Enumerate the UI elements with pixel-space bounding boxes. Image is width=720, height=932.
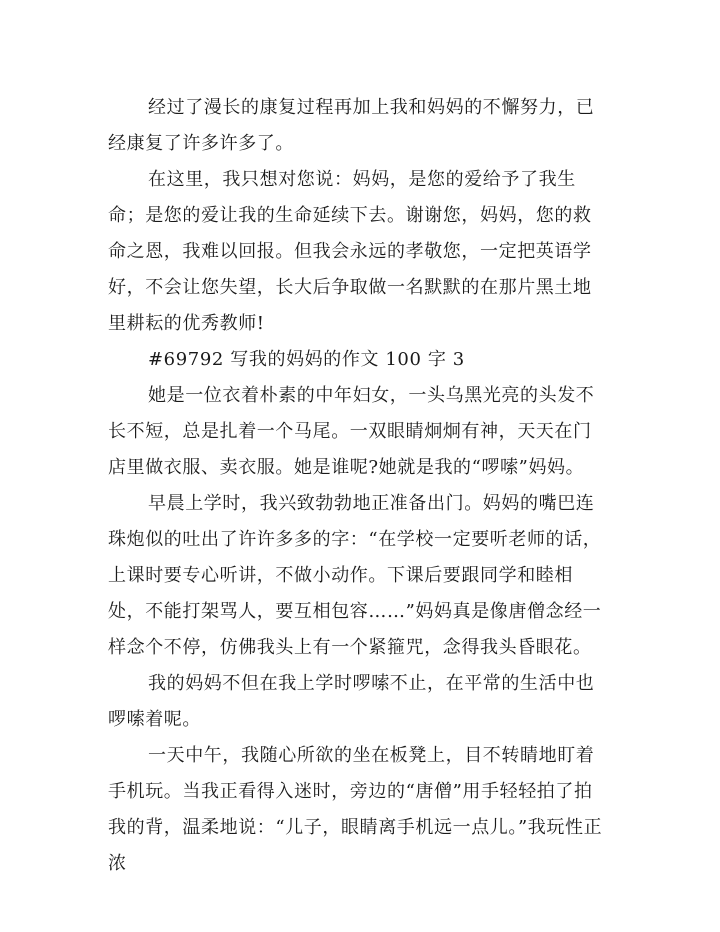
paragraph-noon: 一天中午，我随心所欲的坐在板凳上，目不转睛地盯着手机玩。当我正看得入迷时，旁边的“唐僧”用手轻轻拍了拍我的背，温柔地说：“儿子，眼睛离手机远一点儿。”我玩性正浓 xyxy=(108,745,603,874)
paragraph-thanks: 在这里，我只想对您说：妈妈，是您的爱给予了我生命；是您的爱让我的生命延续下去。谢谢您，妈妈，您的救命之恩，我难以回报。但我会永远的孝敬您，一定把英语学好，不会让您失望，长大后争取做一名默默的在那片黑土地里耕耘的优秀教师! xyxy=(108,169,592,334)
document-body xyxy=(108,90,610,882)
paragraph-daily-life: 我的妈妈不但在我上学时啰嗦不止，在平常的生活中也啰嗦着呢。 xyxy=(108,673,595,730)
paragraph-morning: 早晨上学时，我兴致勃勃地正准备出门。妈妈的嘴巴连珠炮似的吐出了许许多多的字：“在学校一定要听老师的话，上课时要专心听讲，不做小动作。下课后要跟同学和睦相处，不能打架骂人，要互相包容……”妈妈真是像唐僧念经一样念个不停，仿佛我头上有一个紧箍咒，念得我头昏眼花。 xyxy=(108,493,602,658)
paragraph-description: 她是一位衣着朴素的中年妇女，一头乌黑光亮的头发不长不短，总是扎着一个马尾。一双眼睛炯炯有神，天天在门店里做衣服、卖衣服。她是谁呢?她就是我的“啰嗦”妈妈。 xyxy=(108,385,595,478)
essay-heading: #69792 写我的妈妈的作文 100 字 3 xyxy=(148,349,465,370)
paragraph-recovery: 经过了漫长的康复过程再加上我和妈妈的不懈努力，已经康复了许多许多了。 xyxy=(108,97,595,154)
